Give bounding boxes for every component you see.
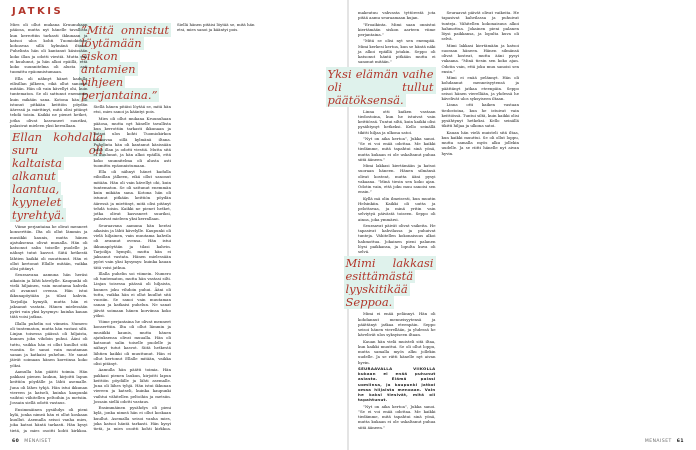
pull-quote-3 [79, 24, 171, 102]
right-body-text [327, 10, 686, 434]
paragraph: ”Nyt on aika kertoa”, Jukka sanoi. ”Se ei voi enää odottaa. Me kaikki tiedämme, mitä tapahtui sinä yönä, mutta kukaan ei ole uskaltanut puhua siitä ääneen.” [358, 403, 436, 430]
paragraph: ”Nyt on aika kertoa”, Jukka sanoi. ”Se ei voi enää odottaa. Me kaikki tiedämme, mitä tapahtui sinä yönä, mutta kukaan ei ole uskaltanut puhua siitä ääneen.” [358, 135, 436, 162]
paragraph: ”Mitä se olisi nyt sen enempää. Mimi kerkesi kertoa, kun se häntä näki ja alkoi epäillä jotakin. Seppo oli katsonut häntä pitkään mutta ei sanonut mitään.” [358, 38, 436, 65]
paragraph: Mimi lakkasi kiertämään ja katsoi suoraan häneen. Hänen silmänsä olivat kosteat, mutta ääni pysyi vakaana. ”Minä tiesin sen koko ajan. Odotin vain, että joku muu sanoisi sen ensin.” [358, 163, 436, 195]
paragraph [358, 366, 436, 403]
paragraph: Ella oli nähnyt hänet kadulla eilisillan jälkeen, eikä ollut sanonut mitään. Hän oli vain kävellyt ohi, kuin tuntematon. Se oli sattunut enemmän kuin mikään sana. Kotona hän oli istunut pitkään keittiön pöydän ääressä ja miettinyt, mitä olisi pitänyt tehdä toisin. Kaikki ne pienet hetket, jotka olivat kasvaneet suuriksi, palasivat mieleen yksi kerrallaan. [93, 169, 171, 222]
paragraph: Viime perjantaina he olivat menneet konserttiin. Ilta oli ollut lämmin ja musiikki kaunis, mutta hänen ajatuksensa olivat muualla. Hän oli katsonut salin toiselle puolelle ja nähnyt tutut kasvot. Siitä hetkestä lähtien kaikki oli muuttunut. Hän ei ollut kertonut Ellalle mitään, vaikka olisi pitänyt. [93, 319, 171, 366]
paragraph: Ensimmäinen pysähdys oli pieni kylä, jonka nimeä hän ei ollut koskaan kuullut. Asemalla seisoi vanha mies, joka katsoi häntä tarkasti. Hän kysyi tietä, ja mies osoitti kohti kirkkoa. Siellä hänen pitäisi löytää se, mitä hän etsi, mies sanoi ja kääntyi pois. [93, 22, 255, 431]
paragraph: Linna otti kaiken vastaan tiedostoina, kun he istuivat vain keittiössä. Tuntui siltä, kuin kaikki olisi pysähtynyt hetkeksi. Kello seinällä tikitti hiljaa ja ulkona satoi. [441, 102, 519, 129]
paragraph: Viime perjantaina he olivat menneet konserttiin. Ilta oli ollut lämmin ja musiikki kaunis, mutta hänen ajatuksensa olivat muualla. Hän oli katsonut salin toiselle puolelle ja nähnyt tutut kasvot. Siitä hetkestä lähtien kaikki oli muuttunut. Hän ei ollut kertonut Ellalle mitään, vaikka olisi pitänyt. [10, 224, 88, 271]
pull-quote-text: Yksi elämän vaihe oli tullut päätöksensä. [327, 66, 434, 107]
paragraph: Kauan hän vielä muisteli sitä iltaa, kun kaikki muuttui. Se oli ollut loppu, mutta samalla myös alku jollekin uudelle. Ja se riitti hänelle nyt aivan hyvin. [358, 338, 436, 365]
paragraph: Mies oli ollut mukana Kruunuhaan pääosa, mutta nyt hänelle tavallista kun kerrottiin tarkasti ikkunaan ja katsoi ulos kohti Tuomiokirkon kohoavaa sillä kylmänä iltana. Puhelinta hän oli kantanut käsissään koko illan ja odotti viestiä. Mutta sitä ei kuulunut, ja hän alkoi epäillä, että koko suunnitelma oli alusta asti tuomittu epäonnistumaan. [93, 115, 171, 168]
paragraph: Kauan hän vielä muisteli sitä iltaa, kun kaikki muuttui. Se oli ollut loppu, mutta samalla myös alku jollekin uudelle. Ja se riitti hänelle nyt aivan hyvin. [441, 129, 519, 156]
magazine-name: MENAISET [24, 439, 52, 444]
page-number: 61 [676, 439, 684, 444]
paragraph: Illalla puhelin soi viimein. Numero oli tuntematon, mutta hän vastasi silti. Linjan toisessa päässä oli hiljaista, kunnes joku vihdoin puhui. Ääni oli tuttu, vaikka hän ei ollut kuullut sitä vuosiin. Se sanoi vain muutaman sanan ja katkaisi puhelun. Ne sanat jäivät soimaan hänen korviinsa koko yöksi. [10, 320, 88, 368]
paragraph: makeutuu vahvasta tyttörestä jota pitää aamu seuraamaan kujan. [358, 10, 436, 21]
right-page [327, 0, 696, 450]
pull-quote-text: ”Mitä onnistut löytämään siskon antamien vihjeen perjantaina.” [81, 23, 169, 102]
magazine-name: MENAISET [644, 439, 672, 444]
paragraph: Seuraavat päivät olivat vaikeita. He tapasivat kahvilassa ja puhuivat tunteja. Vähitellen kokonaisuus alkoi hahmottua. Jokainen pieni palanen löysi paikkansa, ja lopulta kuva oli selvä. [358, 222, 436, 254]
paragraph: Mies oli ollut mukana Kruunuhaan pääosa, mutta nyt hänelle tavallista kun kerrottiin tarkasti ikkunaan ja katsoi ulos kohti Tuomiokirkon kohoavaa sillä kylmänä iltana. Puhelinta hän oli kantanut käsissään koko illan ja odotti viestiä. Mutta sitä ei kuulunut, ja hän alkoi epäillä, että koko suunnitelma oli alusta asti tuomittu epäonnistumaan. [10, 22, 88, 75]
pull-quote-1 [10, 131, 105, 222]
pull-quote-text: Ellan kohdalla suru oli kaltaista alkanut laantua, kyynelet tyrehtyä. [12, 130, 103, 222]
pull-quote-2 [326, 68, 436, 107]
pull-quote-4 [344, 257, 436, 309]
pull-quote-text: Mimi lakkasi esittämästä lyyskitikää Seppoa. [345, 256, 434, 310]
paragraph: Kyllä mä olin ilmeisesti, kun muutin Helsinkiin. Kaikki oli uutta ja pelottavaa, ja minä yritin vain selviytyä päivästä toiseen. Seppo oli ainoa, joka ymmärsi. [358, 195, 436, 222]
paragraph: Seuraavana aamuna hän heräsi aikaisin ja lähti kävelylle. Kaupunki oli vielä hiljainen, vain muutama kahvila oli avannut ovensa. Hän istui ikkunapöytään ja tilasi kahvin. Tarjoilija hymyili, mutta hän ei jaksanut vastata. Hänen mielessään pyöri vain yksi kysymys: kuinka kauan tätä voisi jatkua. [10, 272, 88, 320]
page-number: 60 [12, 439, 20, 444]
paragraph: Aamulla hän päätti toimia. Hän pakkasi pienen laukun, kirjoitti lapun keittiön pöydälle ja lähti asemalle. Juna oli lähes tyhjä. Hän istui ikkunan viereen ja katseli, kuinka kaupunki vaihtui vähitellen peltoihin ja metsiin. Jossain siellä odotti vastaus. [10, 368, 88, 406]
paragraph: Mimi lakkasi kiertämään ja katsoi suoraan häneen. Hänen silmänsä olivat kosteat, mutta ääni pysyi vakaana. ”Minä tiesin sen koko ajan. Odotin vain, että joku muu sanoisi sen ensin.” [441, 42, 519, 74]
paragraph: Ensimmäinen pysähdys oli pieni kylä, jonka nimeä hän ei ollut koskaan kuullut. Asemalla seisoi vanha mies, joka katsoi häntä tarkasti. Hän kysyi tietä, ja mies osoitti kohti kirkkoa. Siellä hänen pitäisi löytää se, mitä hän etsi, mies sanoi ja kääntyi pois. [10, 104, 171, 433]
paragraph: Aamulla hän päätti toimia. Hän pakkasi pienen laukun, kirjoitti lapun keittiön pöydälle ja lähti asemalle. Juna oli lähes tyhjä. Hän istui ikkunan viereen ja katseli, kuinka kaupunki vaihtui vähitellen peltoihin ja metsiin. Jossain siellä odotti vastaus. [93, 367, 171, 404]
footer-right [645, 439, 684, 444]
footer-left [12, 439, 51, 444]
paragraph: Ella oli nähnyt hänet kadulla eilisillan jälkeen, eikä ollut sanonut mitään. Hän oli vain kävellyt ohi, kuin tuntematon. Se oli sattunut enemmän kuin mikään sana. Kotona hän oli istunut pitkään keittiön pöydän ääressä ja miettinyt, mitä olisi pitänyt tehdä toisin. Kaikki ne pienet hetket, jotka olivat kasvaneet suuriksi, palasivat mieleen yksi kerrallaan. [10, 75, 88, 128]
paragraph: ”Eroaikinta. Mimi saan onnistui kiertämään siskon aarteen viime perjantaina.” [358, 21, 436, 37]
paragraph: Mimi ei enää pelännyt. Hän oli kohdannut menneisyytensä ja päättänyt jatkaa eteenpäin. Seppo seisoi hänen vierellään, ja yhdessä he kävelivät ulos syksyiseen iltaan. [441, 75, 519, 101]
paragraph: Illalla puhelin soi viimein. Numero oli tuntematon, mutta hän vastasi silti. Linjan toisessa päässä oli hiljaista, kunnes joku vihdoin puhui. Ääni oli tuttu, vaikka hän ei ollut kuullut sitä vuosiin. Se sanoi vain muutaman sanan ja katkaisi puhelun. Ne sanat jäivät soimaan hänen korviinsa koko yöksi. [93, 270, 171, 318]
paragraph: Seuraavat päivät olivat vaikeita. He tapasivat kahvilassa ja puhuivat tunteja. Vähitellen kokonaisuus alkoi hahmottua. Jokainen pieni palanen löysi paikkansa, ja lopulta kuva oli selvä. [441, 10, 519, 42]
paragraph: Seuraavana aamuna hän heräsi aikaisin ja lähti kävelylle. Kaupunki oli vielä hiljainen, vain muutama kahvila oli avannut ovensa. Hän istui ikkunapöytään ja tilasi kahvin. Tarjoilija hymyili, mutta hän ei jaksanut vastata. Hänen mielessään pyöri vain yksi kysymys: kuinka kauan tätä voisi jatkua. [93, 222, 171, 270]
paragraph: Mimi ei enää pelännyt. Hän oli kohdannut menneisyytensä ja päättänyt jatkaa eteenpäin. Seppo seisoi hänen vierellään, ja yhdessä he kävelivät ulos syksyiseen iltaan. [358, 311, 436, 338]
lead-in: SEURAAVALLA VIIKOLLA kukaan ei enää puhunut asiasta. Elämä palasi uomiinsa, ja kaupunki jatkoi omaa hiljaista menoaan. Vain he kaksi tiesivät, mitä oli tapahtunut. [358, 365, 436, 403]
left-body-text [10, 22, 338, 434]
section-label: JATKIS [12, 6, 64, 17]
paragraph: Linna otti kaiken vastaan tiedostoina, kun he istuivat vain keittiössä. Tuntui siltä, kuin kaikki olisi pysähtynyt hetkeksi. Kello seinällä tikitti hiljaa ja ulkona satoi. [358, 108, 436, 135]
